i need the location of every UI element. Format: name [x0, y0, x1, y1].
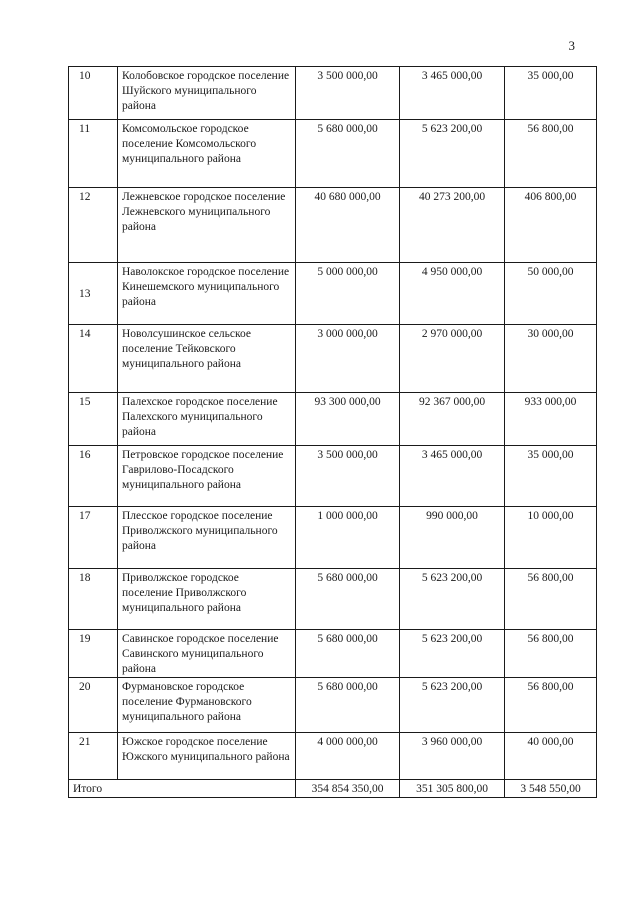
local-amount: 56 800,00: [505, 678, 597, 733]
local-amount: 56 800,00: [505, 569, 597, 630]
regional-amount: 990 000,00: [400, 507, 505, 569]
table-row: [69, 120, 597, 188]
table-row: [69, 507, 597, 569]
local-amount: 406 800,00: [505, 188, 597, 263]
table-row: [69, 67, 597, 120]
total-row: [69, 780, 597, 798]
total-amount: 5 680 000,00: [296, 678, 400, 733]
total-amount: 1 000 000,00: [296, 507, 400, 569]
local-amount: 40 000,00: [505, 733, 597, 780]
local-amount: 35 000,00: [505, 446, 597, 507]
total-amount: 3 500 000,00: [296, 67, 400, 120]
row-number: 20: [69, 678, 118, 733]
row-number: 14: [69, 325, 118, 393]
allocation-table: [68, 66, 597, 798]
table-row: [69, 263, 597, 325]
settlement-name: Савинское городское поселение Савинского муниципального района: [118, 630, 296, 678]
settlement-name: Лежневское городское поселение Лежневского муниципального района: [118, 188, 296, 263]
table-row: [69, 733, 597, 780]
settlement-name: Фурмановское городское поселение Фурмановского муниципального района: [118, 678, 296, 733]
settlement-name: Приволжское городское поселение Приволжского муниципального района: [118, 569, 296, 630]
row-number: 16: [69, 446, 118, 507]
settlement-name: Палехское городское поселение Палехского муниципального района: [118, 393, 296, 446]
regional-amount: 3 465 000,00: [400, 67, 505, 120]
total-amount: 93 300 000,00: [296, 393, 400, 446]
row-number: 17: [69, 507, 118, 569]
regional-amount: 5 623 200,00: [400, 678, 505, 733]
local-amount: 10 000,00: [505, 507, 597, 569]
settlement-name: Комсомольское городское поселение Комсомольского муниципального района: [118, 120, 296, 188]
regional-amount: 92 367 000,00: [400, 393, 505, 446]
table-row: [69, 446, 597, 507]
local-amount: 3 548 550,00: [505, 780, 597, 798]
local-amount: 56 800,00: [505, 630, 597, 678]
row-number: 15: [69, 393, 118, 446]
row-number: 18: [69, 569, 118, 630]
total-amount: 4 000 000,00: [296, 733, 400, 780]
local-amount: 30 000,00: [505, 325, 597, 393]
regional-amount: 3 960 000,00: [400, 733, 505, 780]
table-row: [69, 569, 597, 630]
table-row: [69, 630, 597, 678]
settlement-name: Наволокское городское поселение Кинешемского муниципального района: [118, 263, 296, 325]
total-amount: 40 680 000,00: [296, 188, 400, 263]
regional-amount: 2 970 000,00: [400, 325, 505, 393]
table-row: [69, 393, 597, 446]
local-amount: 50 000,00: [505, 263, 597, 325]
page-number: 3: [568, 38, 575, 53]
total-amount: 5 000 000,00: [296, 263, 400, 325]
total-amount: 5 680 000,00: [296, 569, 400, 630]
table-row: [69, 188, 597, 263]
settlement-name: Колобовское городское поселение Шуйского муниципального района: [118, 67, 296, 120]
settlement-name: Новолсушинское сельское поселение Тейковского муниципального района: [118, 325, 296, 393]
row-number: 12: [69, 188, 118, 263]
row-number: 19: [69, 630, 118, 678]
regional-amount: 5 623 200,00: [400, 120, 505, 188]
settlement-name: Южское городское поселение Южского муниципального района: [118, 733, 296, 780]
regional-amount: 351 305 800,00: [400, 780, 505, 798]
table-row: [69, 678, 597, 733]
regional-amount: 4 950 000,00: [400, 263, 505, 325]
regional-amount: 5 623 200,00: [400, 630, 505, 678]
regional-amount: 3 465 000,00: [400, 446, 505, 507]
total-amount: 354 854 350,00: [296, 780, 400, 798]
total-label: Итого: [69, 780, 296, 798]
settlement-name: Петровское городское поселение Гаврилово-Посадского муниципального района: [118, 446, 296, 507]
row-number: 11: [69, 120, 118, 188]
total-amount: 3 000 000,00: [296, 325, 400, 393]
total-amount: 5 680 000,00: [296, 630, 400, 678]
regional-amount: 5 623 200,00: [400, 569, 505, 630]
row-number: 13: [69, 263, 118, 325]
row-number: 10: [69, 67, 118, 120]
row-number: 21: [69, 733, 118, 780]
total-amount: 3 500 000,00: [296, 446, 400, 507]
local-amount: 933 000,00: [505, 393, 597, 446]
total-amount: 5 680 000,00: [296, 120, 400, 188]
local-amount: 56 800,00: [505, 120, 597, 188]
settlement-name: Плесское городское поселение Приволжского муниципального района: [118, 507, 296, 569]
local-amount: 35 000,00: [505, 67, 597, 120]
regional-amount: 40 273 200,00: [400, 188, 505, 263]
table-row: [69, 325, 597, 393]
